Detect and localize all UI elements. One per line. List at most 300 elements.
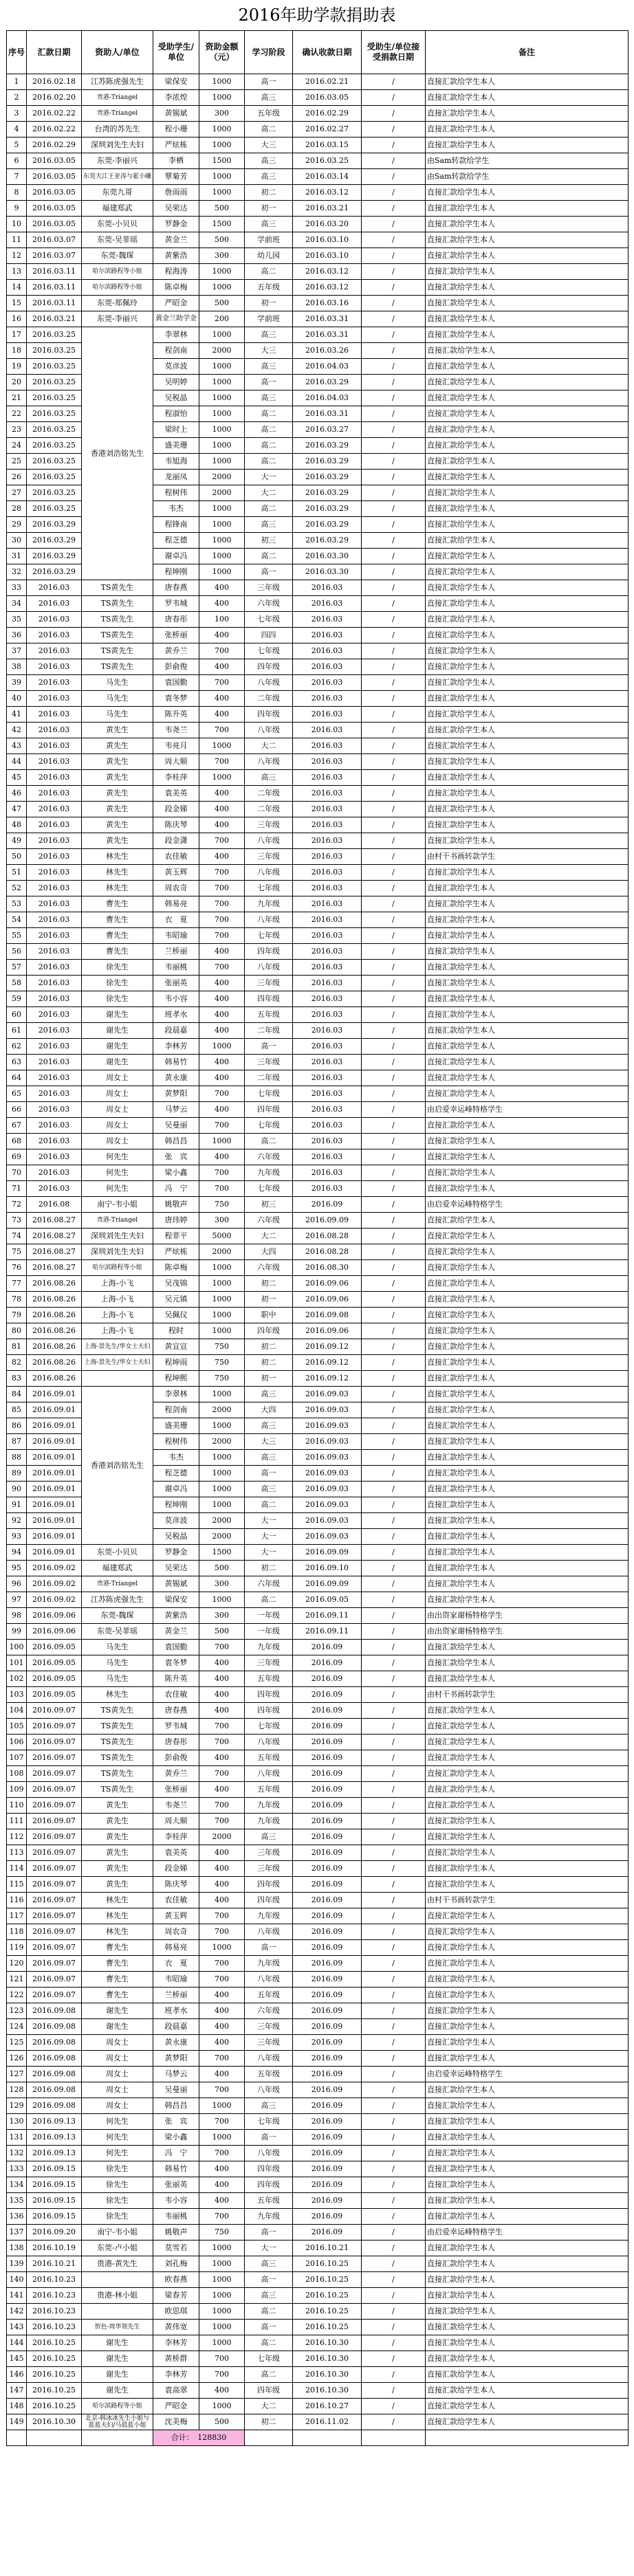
table-cell: 八年级 bbox=[245, 1735, 293, 1750]
table-cell: 高一 bbox=[245, 375, 293, 390]
table-cell: 韦丽桃 bbox=[153, 960, 199, 976]
table-cell: 2016.03 bbox=[293, 1007, 362, 1023]
table-cell: / bbox=[362, 1197, 426, 1213]
table-cell: 2016.09 bbox=[293, 1877, 362, 1893]
column-header: 受助学生/单位 bbox=[153, 31, 199, 74]
table-cell: 袁国勤 bbox=[153, 1640, 199, 1655]
table-cell: 2016.02.18 bbox=[27, 74, 82, 90]
table-cell: 直接汇款给学生本人 bbox=[426, 1229, 628, 1244]
table-row bbox=[7, 833, 628, 849]
table-cell bbox=[82, 2304, 153, 2320]
table-cell: 初一 bbox=[245, 1292, 293, 1308]
table-cell: 初三 bbox=[245, 1197, 293, 1213]
page-title: 2016年助学款捐助表 bbox=[238, 5, 396, 25]
table-row bbox=[7, 74, 628, 90]
table-cell: 2016.10.25 bbox=[27, 2367, 82, 2383]
table-cell: 149 bbox=[7, 2414, 27, 2430]
table-cell: / bbox=[362, 1165, 426, 1181]
table-cell: 2000 bbox=[199, 1244, 245, 1260]
table-cell: 2016.08.27 bbox=[27, 1229, 82, 1244]
table-cell: 5000 bbox=[199, 1229, 245, 1244]
table-cell: 九年级 bbox=[245, 896, 293, 912]
table-cell: 2016.09.06 bbox=[293, 1276, 362, 1292]
table-cell: 400 bbox=[199, 2035, 245, 2051]
table-cell: / bbox=[362, 2414, 426, 2430]
table-cell: / bbox=[362, 533, 426, 549]
table-cell: 2016.09.15 bbox=[27, 2161, 82, 2177]
table-cell: 上海-小飞 bbox=[82, 1323, 153, 1339]
table-cell: / bbox=[362, 2272, 426, 2288]
table-cell: 初二 bbox=[245, 185, 293, 201]
table-cell: 直接汇款给学生本人 bbox=[426, 517, 628, 533]
table-cell: 直接汇款给学生本人 bbox=[426, 343, 628, 359]
table-cell: 2016.09 bbox=[293, 1750, 362, 1766]
table-cell: 直接汇款给学生本人 bbox=[426, 1355, 628, 1371]
table-cell: 2016.09 bbox=[293, 2161, 362, 2177]
table-cell: 直接汇款给学生本人 bbox=[426, 1308, 628, 1323]
table-cell: 2016.09 bbox=[293, 1766, 362, 1782]
table-row bbox=[7, 1260, 628, 1276]
table-cell: 2000 bbox=[199, 1829, 245, 1845]
table-cell: 程海涛 bbox=[153, 264, 199, 280]
table-cell: 直接汇款给学生本人 bbox=[426, 1782, 628, 1798]
table-cell: / bbox=[362, 185, 426, 201]
table-cell: 高三 bbox=[245, 1387, 293, 1402]
table-cell: 700 bbox=[199, 1766, 245, 1782]
table-cell: 2016.03.16 bbox=[293, 296, 362, 311]
table-cell: / bbox=[362, 1134, 426, 1149]
table-cell: / bbox=[362, 628, 426, 643]
table-cell: 周大顺 bbox=[153, 1814, 199, 1829]
table-cell: 142 bbox=[7, 2304, 27, 2320]
table-cell: 2016.09.03 bbox=[293, 1402, 362, 1418]
table-row bbox=[7, 1861, 628, 1877]
table-cell: 2016.09 bbox=[293, 1893, 362, 1908]
table-cell: 高三 bbox=[245, 770, 293, 786]
table-cell: 103 bbox=[7, 1687, 27, 1703]
table-cell: 1000 bbox=[199, 1940, 245, 1956]
table-cell: 直接汇款给学生本人 bbox=[426, 2161, 628, 2177]
table-cell: 大一 bbox=[245, 2241, 293, 2256]
table-cell: / bbox=[362, 2035, 426, 2051]
table-cell: 张 宾 bbox=[153, 2114, 199, 2130]
table-cell: 2016.10.25 bbox=[293, 2304, 362, 2320]
table-cell: 黄金兰助学金 bbox=[153, 311, 199, 327]
table-cell: 1000 bbox=[199, 564, 245, 580]
table-cell: 700 bbox=[199, 1908, 245, 1924]
table-cell: 700 bbox=[199, 1735, 245, 1750]
table-cell: / bbox=[362, 833, 426, 849]
table-cell: 直接汇款给学生本人 bbox=[426, 1766, 628, 1782]
table-cell: 123 bbox=[7, 2003, 27, 2019]
table-cell: 2016.10.23 bbox=[27, 2288, 82, 2304]
table-cell: 2016.09.09 bbox=[293, 1545, 362, 1561]
table-cell: 直接汇款给学生本人 bbox=[426, 1529, 628, 1545]
column-header: 确认收款日期 bbox=[293, 31, 362, 74]
table-cell: 400 bbox=[199, 707, 245, 723]
table-cell: 2016.03 bbox=[293, 802, 362, 817]
table-cell: 东莞天江王亚涛与霍小曦 bbox=[82, 169, 153, 185]
merged-donor-cell: 香港刘浩铭先生 bbox=[82, 1387, 153, 1545]
table-cell: 400 bbox=[199, 1877, 245, 1893]
table-cell: 2016.10.23 bbox=[27, 2304, 82, 2320]
table-cell: 唐春燕 bbox=[153, 580, 199, 596]
table-cell: 2016.09 bbox=[293, 2019, 362, 2035]
table-cell: 59 bbox=[7, 991, 27, 1007]
table-cell: 直接汇款给学生本人 bbox=[426, 280, 628, 296]
table-cell: 直接汇款给学生本人 bbox=[426, 1292, 628, 1308]
table-cell: 四年级 bbox=[245, 707, 293, 723]
table-cell: 直接汇款给学生本人 bbox=[426, 1276, 628, 1292]
table-cell: 欧思琪 bbox=[153, 2304, 199, 2320]
table-cell: 126 bbox=[7, 2051, 27, 2067]
table-cell: 2016.03 bbox=[27, 928, 82, 944]
table-cell: 2016.03 bbox=[293, 865, 362, 881]
table-cell: 直接汇款给学生本人 bbox=[426, 359, 628, 375]
table-cell: 福建郑武 bbox=[82, 1561, 153, 1576]
table-cell: 10 bbox=[7, 217, 27, 232]
table-cell: 2016.03 bbox=[27, 738, 82, 754]
table-row bbox=[7, 2209, 628, 2225]
table-cell: 127 bbox=[7, 2067, 27, 2082]
table-cell: 2016.09 bbox=[293, 1798, 362, 1814]
table-cell: 八年级 bbox=[245, 754, 293, 770]
table-cell: 137 bbox=[7, 2225, 27, 2241]
table-cell: 罗静金 bbox=[153, 1545, 199, 1561]
table-cell: / bbox=[362, 1276, 426, 1292]
table-cell: 直接汇款给学生本人 bbox=[426, 217, 628, 232]
table-cell: 高二 bbox=[245, 1134, 293, 1149]
table-cell: 750 bbox=[199, 1197, 245, 1213]
table-cell: 七年级 bbox=[245, 881, 293, 896]
table-row bbox=[7, 1893, 628, 1908]
table-cell: 700 bbox=[199, 2051, 245, 2067]
table-cell: 段金潇 bbox=[153, 833, 199, 849]
table-cell: 高三 bbox=[245, 169, 293, 185]
table-cell: 贵港-Triangel bbox=[82, 1213, 153, 1229]
table-cell: 1000 bbox=[199, 1387, 245, 1402]
table-cell: 2016.03 bbox=[27, 580, 82, 596]
table-cell: 直接汇款给学生本人 bbox=[426, 1450, 628, 1466]
table-cell: 东莞九哥 bbox=[82, 185, 153, 201]
table-cell: 141 bbox=[7, 2288, 27, 2304]
table-cell: 34 bbox=[7, 596, 27, 612]
table-cell: 2016.03 bbox=[27, 628, 82, 643]
table-cell: 700 bbox=[199, 754, 245, 770]
table-cell: 直接汇款给学生本人 bbox=[426, 2051, 628, 2067]
table-row bbox=[7, 2098, 628, 2114]
table-cell: 韦尧兰 bbox=[153, 723, 199, 738]
table-cell: 直接汇款给学生本人 bbox=[426, 1434, 628, 1450]
table-cell: 1000 bbox=[199, 169, 245, 185]
table-cell: 2016.03.25 bbox=[27, 406, 82, 422]
table-cell: 高二 bbox=[245, 2335, 293, 2351]
table-cell bbox=[82, 2272, 153, 2288]
table-cell: 2016.09.15 bbox=[27, 2209, 82, 2225]
table-cell: 高二 bbox=[245, 2304, 293, 2320]
table-cell: 程芝德 bbox=[153, 533, 199, 549]
table-cell: 四年级 bbox=[245, 944, 293, 960]
table-cell: 2016.03 bbox=[293, 754, 362, 770]
table-row bbox=[7, 1924, 628, 1940]
table-cell: / bbox=[362, 1229, 426, 1244]
table-row bbox=[7, 1545, 628, 1561]
table-cell: 徐先生 bbox=[82, 2177, 153, 2193]
table-cell: 2016.09.07 bbox=[27, 1988, 82, 2003]
table-cell: 大三 bbox=[245, 137, 293, 153]
table-cell: 直接汇款给学生本人 bbox=[426, 865, 628, 881]
table-cell: 132 bbox=[7, 2146, 27, 2161]
table-row bbox=[7, 2367, 628, 2383]
table-cell: 直接汇款给学生本人 bbox=[426, 2209, 628, 2225]
table-cell: 2016.10.27 bbox=[293, 2399, 362, 2414]
table-cell: 2016.03.25 bbox=[27, 343, 82, 359]
table-cell: 121 bbox=[7, 1972, 27, 1988]
table-cell: 400 bbox=[199, 2193, 245, 2209]
total-amount: 合计： 128830 bbox=[153, 2430, 245, 2446]
table-cell: 1000 bbox=[199, 90, 245, 106]
table-cell: 2016.09 bbox=[293, 1671, 362, 1687]
table-cell: 131 bbox=[7, 2130, 27, 2146]
table-cell: 黄梦阳 bbox=[153, 2051, 199, 2067]
table-cell: 高三 bbox=[245, 1482, 293, 1497]
table-cell: / bbox=[362, 786, 426, 802]
table-cell: 400 bbox=[199, 691, 245, 707]
table-cell: / bbox=[362, 1893, 426, 1908]
table-cell: 40 bbox=[7, 691, 27, 707]
table-cell: 110 bbox=[7, 1798, 27, 1814]
table-cell: 五年级 bbox=[245, 2067, 293, 2082]
header-row bbox=[7, 31, 628, 74]
table-row bbox=[7, 2288, 628, 2304]
table-cell: 直接汇款给学生本人 bbox=[426, 185, 628, 201]
table-cell: 129 bbox=[7, 2098, 27, 2114]
table-cell: 直接汇款给学生本人 bbox=[426, 1513, 628, 1529]
table-cell: 职中 bbox=[245, 1308, 293, 1323]
table-cell: 2016.03 bbox=[293, 786, 362, 802]
table-row bbox=[7, 2051, 628, 2067]
table-cell: 2016.09.03 bbox=[293, 1418, 362, 1434]
table-cell: 2000 bbox=[199, 343, 245, 359]
table-cell: 直接汇款给学生本人 bbox=[426, 1829, 628, 1845]
table-cell: 1000 bbox=[199, 2288, 245, 2304]
column-header: 受助生/单位接受捐款日期 bbox=[362, 31, 426, 74]
table-cell: 1000 bbox=[199, 2256, 245, 2272]
table-cell: 2016.08.27 bbox=[27, 1213, 82, 1229]
table-cell: 盛美珊 bbox=[153, 1418, 199, 1434]
table-cell: / bbox=[362, 976, 426, 991]
table-cell: 8 bbox=[7, 185, 27, 201]
table-cell: 梁春芳 bbox=[153, 2288, 199, 2304]
table-cell: 周女士 bbox=[82, 2067, 153, 2082]
table-cell: 五年级 bbox=[245, 280, 293, 296]
table-cell: / bbox=[362, 1735, 426, 1750]
table-cell: / bbox=[362, 1308, 426, 1323]
table-cell: / bbox=[362, 280, 426, 296]
table-cell: 徐先生 bbox=[82, 2209, 153, 2225]
table-cell: TS黄先生 bbox=[82, 1782, 153, 1798]
table-cell: 140 bbox=[7, 2272, 27, 2288]
table-cell: 92 bbox=[7, 1513, 27, 1529]
table-cell: 500 bbox=[199, 1624, 245, 1640]
table-row bbox=[7, 1276, 628, 1292]
table-cell: / bbox=[362, 596, 426, 612]
table-cell: 三年级 bbox=[245, 849, 293, 865]
table-cell: 直接汇款给学生本人 bbox=[426, 1735, 628, 1750]
column-header: 资助人/单位 bbox=[82, 31, 153, 74]
table-cell: / bbox=[362, 643, 426, 659]
table-cell: 彭俞俊 bbox=[153, 659, 199, 675]
table-cell: 2016.03 bbox=[27, 944, 82, 960]
table-cell: TS黄先生 bbox=[82, 1703, 153, 1719]
table-cell: 贺色-周华领先生 bbox=[82, 2320, 153, 2335]
table-cell: 2016.09.03 bbox=[293, 1450, 362, 1466]
table-cell: 直接汇款给学生本人 bbox=[426, 2177, 628, 2193]
table-cell: 2016.03 bbox=[293, 1165, 362, 1181]
table-cell: 段晨嘉 bbox=[153, 2019, 199, 2035]
table-cell: / bbox=[362, 485, 426, 501]
table-cell: 二年级 bbox=[245, 802, 293, 817]
table-cell: 直接汇款给学生本人 bbox=[426, 2383, 628, 2399]
table-cell: 高三 bbox=[245, 2098, 293, 2114]
table-cell: 2016.03.29 bbox=[27, 517, 82, 533]
table-cell: 125 bbox=[7, 2035, 27, 2051]
table-cell: 八年级 bbox=[245, 833, 293, 849]
table-cell: 1000 bbox=[199, 770, 245, 786]
table-cell: 马先生 bbox=[82, 1671, 153, 1687]
table-cell: 2016.09.08 bbox=[27, 2067, 82, 2082]
table-cell: 谢先生 bbox=[82, 2351, 153, 2367]
table-cell: 2016.03 bbox=[27, 643, 82, 659]
table-cell: 16 bbox=[7, 311, 27, 327]
table-cell: 1000 bbox=[199, 375, 245, 390]
table-cell: 500 bbox=[199, 1561, 245, 1576]
table-cell: 2016.10.21 bbox=[27, 2256, 82, 2272]
table-cell: 2016.10.30 bbox=[27, 2414, 82, 2430]
table-cell: 400 bbox=[199, 2019, 245, 2035]
table-cell: 2016.09.07 bbox=[27, 1845, 82, 1861]
table-cell: 衣 夏 bbox=[153, 1956, 199, 1972]
table-cell: 张 宾 bbox=[153, 1149, 199, 1165]
table-row bbox=[7, 264, 628, 280]
table-cell: 700 bbox=[199, 912, 245, 928]
table-cell: 2016.08.30 bbox=[293, 1260, 362, 1276]
table-cell: 直接汇款给学生本人 bbox=[426, 881, 628, 896]
table-cell: 2016.09 bbox=[293, 2146, 362, 2161]
table-row bbox=[7, 675, 628, 691]
table-cell: 2016.09.07 bbox=[27, 1719, 82, 1735]
table-cell: / bbox=[362, 2067, 426, 2082]
table-cell: 2016.03.10 bbox=[293, 232, 362, 248]
table-cell: 1000 bbox=[199, 1276, 245, 1292]
table-cell: 400 bbox=[199, 1988, 245, 2003]
table-cell: 1000 bbox=[199, 390, 245, 406]
table-cell: 82 bbox=[7, 1355, 27, 1371]
table-cell: 林先生 bbox=[82, 865, 153, 881]
table-cell: 2016.03 bbox=[27, 1181, 82, 1197]
table-cell: 农佳敏 bbox=[153, 1687, 199, 1703]
table-cell: 2016.09 bbox=[293, 2003, 362, 2019]
table-cell: 李浓煌 bbox=[153, 90, 199, 106]
table-cell: 由Sam转款给学生 bbox=[426, 169, 628, 185]
table-cell: 由出资家谢杨特格学生 bbox=[426, 1624, 628, 1640]
table-cell: 2016.03.07 bbox=[27, 232, 82, 248]
table-cell: 高一 bbox=[245, 2225, 293, 2241]
table-cell: 由村干书画转款学生 bbox=[426, 1687, 628, 1703]
table-cell: 八年级 bbox=[245, 912, 293, 928]
table-cell: 2016.09.03 bbox=[293, 1387, 362, 1402]
table-cell: 2016.02.20 bbox=[27, 90, 82, 106]
table-cell: 2016.02.22 bbox=[27, 106, 82, 122]
table-row bbox=[7, 1165, 628, 1181]
table-cell: 122 bbox=[7, 1988, 27, 2003]
table-cell: 2016.03 bbox=[293, 928, 362, 944]
table-cell: 1000 bbox=[199, 359, 245, 375]
table-cell: 2016.03 bbox=[27, 786, 82, 802]
table-row bbox=[7, 1719, 628, 1735]
table-cell: 南宁-韦小姐 bbox=[82, 2225, 153, 2241]
table-cell: 2016.03 bbox=[293, 580, 362, 596]
table-cell: 李翠林 bbox=[153, 327, 199, 343]
table-cell: 2016.09.15 bbox=[27, 2193, 82, 2209]
table-cell: 福建郑武 bbox=[82, 201, 153, 217]
table-cell: 1000 bbox=[199, 1592, 245, 1608]
table-cell: 2016.03 bbox=[293, 817, 362, 833]
table-cell: 300 bbox=[199, 1608, 245, 1624]
table-cell: 2016.09 bbox=[293, 1814, 362, 1829]
table-cell: 2016.03 bbox=[293, 675, 362, 691]
table-cell: 谢先生 bbox=[82, 1039, 153, 1055]
table-cell: 四年级 bbox=[245, 1877, 293, 1893]
table-cell: 2016.03.20 bbox=[293, 217, 362, 232]
table-cell: 1000 bbox=[199, 517, 245, 533]
table-cell: 高二 bbox=[245, 2367, 293, 2383]
table-cell: 1000 bbox=[199, 454, 245, 470]
table-cell: 莫雪若 bbox=[153, 2241, 199, 2256]
table-cell: 32 bbox=[7, 564, 27, 580]
table-row bbox=[7, 2383, 628, 2399]
table-cell: 由启爱幸运峰特格学生 bbox=[426, 1197, 628, 1213]
table-cell: 25 bbox=[7, 454, 27, 470]
table-cell: 大四 bbox=[245, 1244, 293, 1260]
table-cell: 黄永康 bbox=[153, 1070, 199, 1086]
table-cell: 李林芳 bbox=[153, 2335, 199, 2351]
table-cell: 直接汇款给学生本人 bbox=[426, 201, 628, 217]
table-cell: 黄先生 bbox=[82, 786, 153, 802]
table-cell: 谢卓冯 bbox=[153, 549, 199, 564]
table-cell: 29 bbox=[7, 517, 27, 533]
table-cell: 何先生 bbox=[82, 1181, 153, 1197]
table-cell: 兰桥丽 bbox=[153, 944, 199, 960]
table-row bbox=[7, 1798, 628, 1814]
table-cell: 四年级 bbox=[245, 991, 293, 1007]
table-cell: 1000 bbox=[199, 264, 245, 280]
table-cell: 七年级 bbox=[245, 1181, 293, 1197]
table-cell: 2016.09.03 bbox=[293, 1529, 362, 1545]
table-cell: 42 bbox=[7, 723, 27, 738]
table-cell: 莫彦波 bbox=[153, 1513, 199, 1529]
table-cell: 114 bbox=[7, 1861, 27, 1877]
table-cell: 750 bbox=[199, 1371, 245, 1387]
table-cell: 78 bbox=[7, 1292, 27, 1308]
table-row bbox=[7, 1118, 628, 1134]
table-cell: 覃菊芳 bbox=[153, 169, 199, 185]
table-cell: 黄伟宽 bbox=[153, 2320, 199, 2335]
table-cell: 2016.09 bbox=[293, 2130, 362, 2146]
table-cell: / bbox=[362, 343, 426, 359]
table-cell: 2016.09.01 bbox=[27, 1402, 82, 1418]
table-cell: 贵港-黄先生 bbox=[82, 2256, 153, 2272]
